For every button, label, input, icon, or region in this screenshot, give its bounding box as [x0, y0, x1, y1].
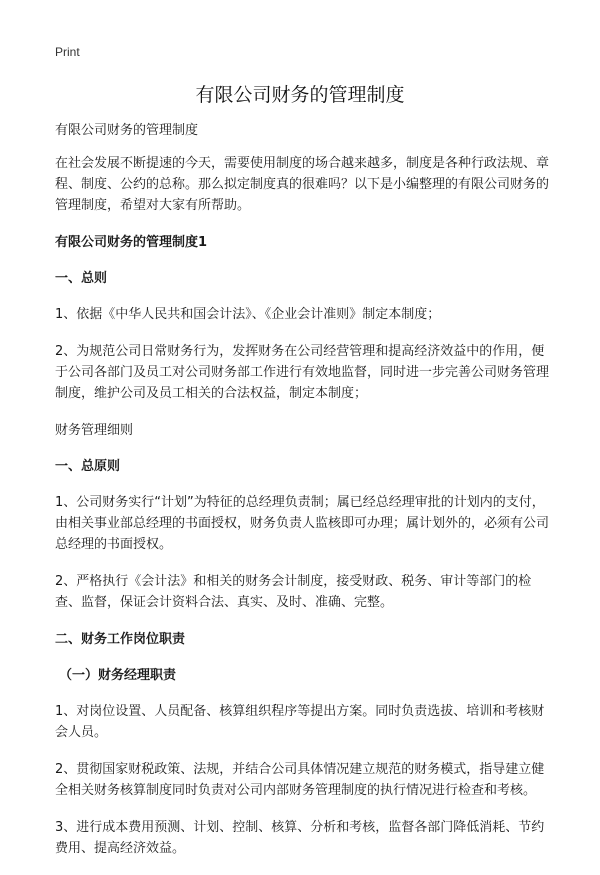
manager-paragraph-2: 2、贯彻国家财税政策、法规，并结合公司具体情况建立规范的财务模式，指导建立健全相关财务核算制度同时负责对公司内部财务管理制度的执行情况进行检查和考核。 — [55, 762, 545, 798]
manager-paragraph-3: 3、进行成本费用预测、计划、控制、核算、分析和考核，监督各部门降低消耗、节约费用、提高经济效益。 — [55, 820, 545, 856]
intro-paragraph: 在社会发展不断提速的今天，需要使用制度的场合越来越多，制度是各种行政法规、章程、制度、公约的总称。那么拟定制度真的很难吗？以下是小编整理的有限公司财务的管理制度，希望对大家有所帮助。 — [55, 156, 550, 213]
principle-heading: 一、总原则 — [55, 459, 121, 474]
general-heading: 一、总则 — [55, 271, 108, 286]
principle-paragraph-2: 2、严格执行《会计法》和相关的财务会计制度，接受财政、税务、审计等部门的检查、监督，保证会计资料合法、真实、及时、准确、完整。 — [55, 574, 532, 610]
subtitle: 有限公司财务的管理制度 — [55, 123, 199, 138]
duties-heading: 二、财务工作岗位职责 — [55, 632, 186, 647]
manager-paragraph-1: 1、对岗位设置、人员配备、核算组织程序等提出方案。同时负责选拔、培训和考核财会人员。 — [55, 704, 545, 740]
general-paragraph-1: 1、依据《中华人民共和国会计法》、《企业会计准则》制定本制度； — [55, 307, 441, 322]
print-label: Print — [55, 45, 80, 59]
manager-heading: （一）财务经理职责 — [59, 668, 177, 683]
section-title: 有限公司财务的管理制度1 — [55, 235, 208, 250]
principle-paragraph-1: 1、公司财务实行“计划”为特征的总经理负责制；属已经总经理审批的计划内的支付，由相关事业部总经理的书面授权，财务负责人监核即可办理；属计划外的，必须有公司总经理的书面授权。 — [55, 495, 550, 552]
rules-label: 财务管理细则 — [55, 423, 134, 438]
document-title: 有限公司财务的管理制度 — [195, 84, 405, 106]
general-paragraph-2: 2、为规范公司日常财务行为，发挥财务在公司经营管理和提高经济效益中的作用，便于公司各部门及员工对公司财务部工作进行有效地监督，同时进一步完善公司财务管理制度，维护公司及员工相关的合法权益，制定本制度； — [55, 344, 550, 401]
document-body — [55, 120, 550, 875]
